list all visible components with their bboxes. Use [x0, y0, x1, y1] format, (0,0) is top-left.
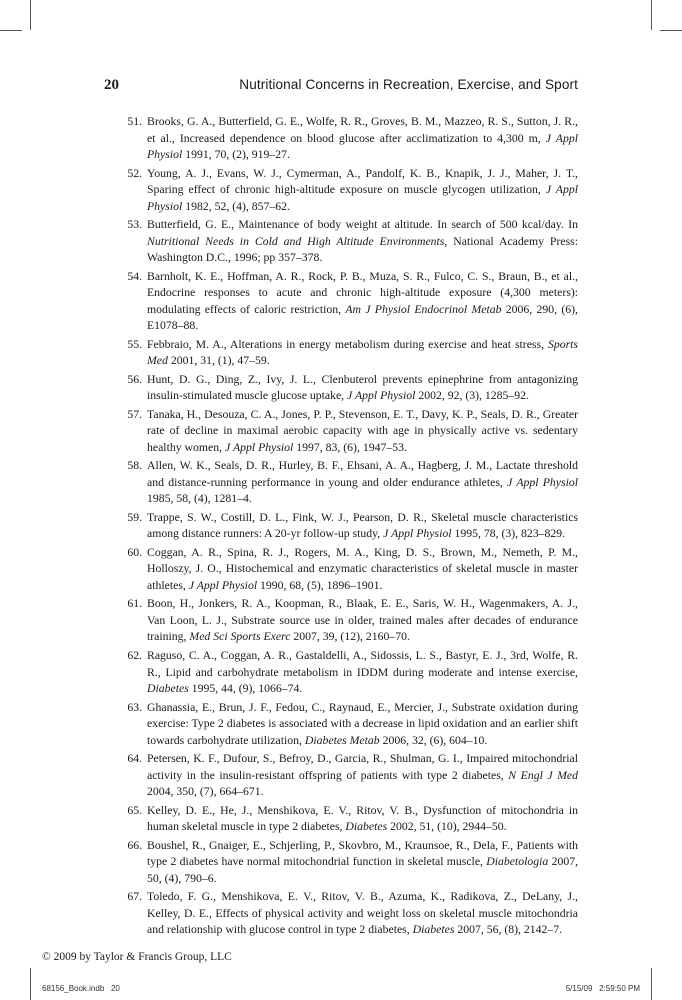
reference-text-segment: Brooks, G. A., Butterfield, G. E., Wolfe, R. R., Groves, B. M., Mazzeo, R. S., Sutton, J. R., et al., Increased dependence on blood glucose after acclimatization to 4,300 m, — [147, 115, 578, 145]
reference-title-italic: J Appl Physiol — [383, 527, 452, 541]
reference-number: 53. — [127, 218, 142, 232]
reference-number: 65. — [127, 803, 142, 817]
crop-mark-bottom-right — [651, 968, 652, 1000]
reference-text-segment: 1982, 52, (4), 857–62. — [182, 199, 290, 213]
reference-item — [120, 700, 578, 750]
reference-text — [147, 597, 578, 643]
reference-item — [120, 648, 578, 698]
reference-number: 62. — [127, 649, 142, 663]
reference-number: 63. — [127, 700, 142, 714]
reference-item — [120, 407, 578, 457]
reference-item — [120, 458, 578, 508]
reference-text-segment: 2001, 31, (1), 47–59. — [167, 354, 270, 368]
reference-text — [147, 649, 578, 695]
reference-item — [120, 596, 578, 646]
reference-item — [120, 217, 578, 267]
reference-title-italic: Diabetologia — [486, 855, 549, 869]
reference-item — [120, 838, 578, 888]
reference-number: 55. — [127, 337, 142, 351]
reference-text — [147, 752, 578, 798]
reference-text-segment: 2007, 39, (12), 2160–70. — [290, 630, 410, 644]
reference-title-italic: Sports Med — [147, 337, 578, 368]
reference-text-segment: Allen, W. K., Seals, D. R., Hurley, B. F., Ehsani, A. A., Hagberg, J. M., Lactate threshold and distance-running performance in young and older endurance athletes, — [147, 459, 578, 489]
reference-text-segment: 1997, 83, (6), 1947–53. — [293, 440, 407, 454]
reference-text — [147, 459, 578, 505]
reference-number: 66. — [127, 838, 142, 852]
reference-text-segment: Petersen, K. F., Dufour, S., Befroy, D., Garcia, R., Shulman, G. I., Impaired mitochondrial activity in the insulin-resistant offspring of patients with type 2 diabetes, — [147, 752, 578, 782]
reference-item — [120, 751, 578, 801]
reference-text-segment: Barnholt, K. E., Hoffman, A. R., Rock, P. B., Muza, S. R., Fulco, C. S., Braun, B., et al., Endocrine responses to acute and chronic high-altitude exposure (4,300 meters): modulating effects of caloric restriction, — [147, 269, 578, 316]
reference-title-italic: Diabetes — [412, 923, 455, 937]
reference-text — [147, 701, 578, 747]
reference-number: 61. — [127, 597, 142, 611]
reference-text-segment: Kelley, D. E., He, J., Menshikova, E. V., Ritov, V. B., Dysfunction of mitochondria in human skeletal muscle in type 2 diabetes, — [147, 803, 578, 834]
reference-title-italic: Diabetes — [147, 682, 189, 696]
reference-text — [147, 218, 578, 264]
reference-number: 59. — [127, 510, 142, 524]
reference-text-segment: Trappe, S. W., Costill, D. L., Fink, W. J., Pearson, D. R., Skeletal muscle characteristics among distance runners: A 20-yr follow-up study, — [147, 510, 578, 541]
copyright-notice: © 2009 by Taylor & Francis Group, LLC — [42, 951, 232, 963]
reference-text-segment: 2004, 350, (7), 664–671. — [147, 785, 264, 799]
reference-title-italic: N Engl J Med — [508, 768, 579, 782]
reference-number: 51. — [127, 115, 142, 128]
reference-text — [147, 839, 578, 885]
reference-item — [120, 545, 578, 595]
reference-title-italic: Diabetes Metab — [304, 733, 380, 747]
print-slug-file: 68156_Book.indb 20 — [42, 984, 120, 993]
reference-text — [147, 546, 578, 592]
reference-title-italic: J Appl Physiol — [147, 183, 578, 213]
reference-text-segment: 1995, 44, (9), 1066–74. — [188, 682, 303, 696]
crop-mark-bottom-left — [30, 968, 31, 1000]
reference-item — [120, 114, 578, 164]
reference-title-italic: Diabetes — [345, 820, 388, 834]
reference-title-italic: J Appl Physiol — [188, 578, 258, 592]
reference-text — [147, 167, 578, 213]
crop-mark-top-left-h — [0, 30, 22, 31]
reference-text-segment: Tanaka, H., Desouza, C. A., Jones, P. P., Stevenson, E. T., Davy, K. P., Seals, D. R., Greater rate of decline in maximal aerobic capacity with age in physically active vs. sedentary healthy women, — [147, 407, 578, 454]
reference-text — [147, 890, 578, 936]
reference-number: 60. — [127, 545, 142, 559]
page-header — [104, 77, 578, 97]
reference-number: 58. — [127, 459, 142, 473]
reference-number: 64. — [127, 752, 142, 766]
reference-text-segment: Toledo, F. G., Menshikova, E. V., Ritov, V. B., Azuma, K., Radikova, Z., DeLany, J., Kelley, D. E., Effects of physical activity and weight loss on skeletal muscle mitochondria and relationship with glucose control in type 2 diabetes, — [147, 890, 578, 937]
reference-text — [147, 270, 578, 333]
reference-item — [120, 889, 578, 939]
reference-item — [120, 166, 578, 216]
reference-text-segment: Butterfield, G. E., Maintenance of body weight at altitude. In search of 500 kcal/day. In — [147, 218, 578, 232]
reference-number: 56. — [127, 372, 142, 386]
reference-item — [120, 372, 578, 405]
reference-text — [147, 804, 578, 834]
reference-text — [147, 338, 578, 368]
reference-text — [147, 408, 578, 454]
print-slug-datetime: 5/15/09 2:59:50 PM — [565, 984, 640, 993]
reference-item — [120, 337, 578, 370]
reference-text-segment: 1991, 70, (2), 919–27. — [182, 148, 290, 161]
crop-mark-top-right — [651, 0, 652, 30]
reference-title-italic: J Appl Physiol — [347, 389, 416, 403]
reference-text-segment: 2006, 32, (6), 604–10. — [379, 733, 488, 747]
reference-number: 52. — [127, 166, 142, 180]
reference-item — [120, 803, 578, 836]
reference-title-italic: Am J Physiol Endocrinol Metab — [345, 302, 502, 316]
reference-text-segment: 2007, 56, (8), 2142–7. — [454, 923, 563, 937]
reference-text-segment: Ghanassia, E., Brun, J. F., Fedou, C., Raynaud, E., Mercier, J., Substrate oxidation during exercise: Type 2 diabetes is associated with a decrease in lipid oxidation and an earlier shift towards carbohydrate utilization, — [147, 700, 578, 747]
reference-text-segment: Coggan, A. R., Spina, R. J., Rogers, M. A., King, D. S., Brown, M., Nemeth, P. M., Holloszy, J. O., Histochemical and enzymatic characteristics of skeletal muscle in master athletes, — [147, 545, 578, 592]
running-title: Nutritional Concerns in Recreation, Exercise, and Sport — [239, 77, 578, 92]
reference-text — [147, 511, 578, 541]
reference-text-segment: Raguso, C. A., Coggan, A. R., Gastaldelli, A., Sidossis, L. S., Bastyr, E. J., 3rd, Wolfe, R. R., Lipid and carbohydrate metabolism in IDDM during moderate and intense exercise, — [147, 649, 578, 679]
reference-item — [120, 510, 578, 543]
reference-number: 54. — [127, 269, 142, 283]
reference-title-italic: J Appl Physiol — [507, 475, 578, 489]
crop-mark-top-left — [30, 0, 31, 30]
reference-title-italic: J Appl Physiol — [147, 131, 578, 161]
page-number: 20 — [104, 77, 119, 93]
reference-title-italic: J Appl Physiol — [225, 440, 294, 454]
reference-item — [120, 269, 578, 335]
reference-list — [120, 114, 578, 941]
reference-title-italic: Nutritional Needs in Cold and High Altitude Environments — [147, 234, 445, 248]
reference-text — [147, 373, 578, 403]
reference-text — [147, 115, 578, 161]
crop-mark-top-right-h — [660, 30, 682, 31]
reference-text-segment: Young, A. J., Evans, W. J., Cymerman, A., Pandolf, K. B., Knapik, J. J., Maher, J. T., Sparing effect of chronic high-altitude exposure on muscle glycogen utilization, — [147, 166, 578, 197]
reference-number: 67. — [127, 890, 142, 904]
reference-number: 57. — [127, 407, 142, 421]
reference-text-segment: 2006, 290, (6), E1078–88. — [147, 302, 578, 333]
reference-text-segment: 1985, 58, (4), 1281–4. — [147, 492, 252, 506]
reference-text-segment: , National Academy Press: Washington D.C., 1996; pp 357–378. — [147, 234, 578, 265]
reference-text-segment: Febbraio, M. A., Alterations in energy metabolism during exercise and heat stress, — [147, 337, 548, 351]
reference-text-segment: 1990, 68, (5), 1896–1901. — [257, 578, 383, 592]
reference-text-segment: 2002, 51, (10), 2944–50. — [387, 820, 507, 834]
reference-text-segment: 2007, 50, (4), 790–6. — [147, 855, 579, 885]
reference-title-italic: Med Sci Sports Exerc — [189, 630, 291, 644]
reference-text-segment: Boon, H., Jonkers, R. A., Koopman, R., Blaak, E. E., Saris, W. H., Wagenmakers, A. J., Van Loon, L. J., Substrate source use in older, trained males after decades of endurance training, — [147, 597, 578, 644]
reference-text-segment: Boushel, R., Gnaiger, E., Schjerling, P., Skovbro, M., Kraunsoe, R., Dela, F., Patients with type 2 diabetes have normal mitochondrial function in skeletal muscle, — [147, 838, 578, 869]
reference-text-segment: 1995, 78, (3), 823–829. — [451, 527, 566, 541]
reference-text-segment: Hunt, D. G., Ding, Z., Ivy, J. L., Clenbuterol prevents epinephrine from antagonizing insulin-stimulated muscle glucose uptake, — [147, 372, 578, 403]
reference-text-segment: 2002, 92, (3), 1285–92. — [415, 389, 529, 403]
